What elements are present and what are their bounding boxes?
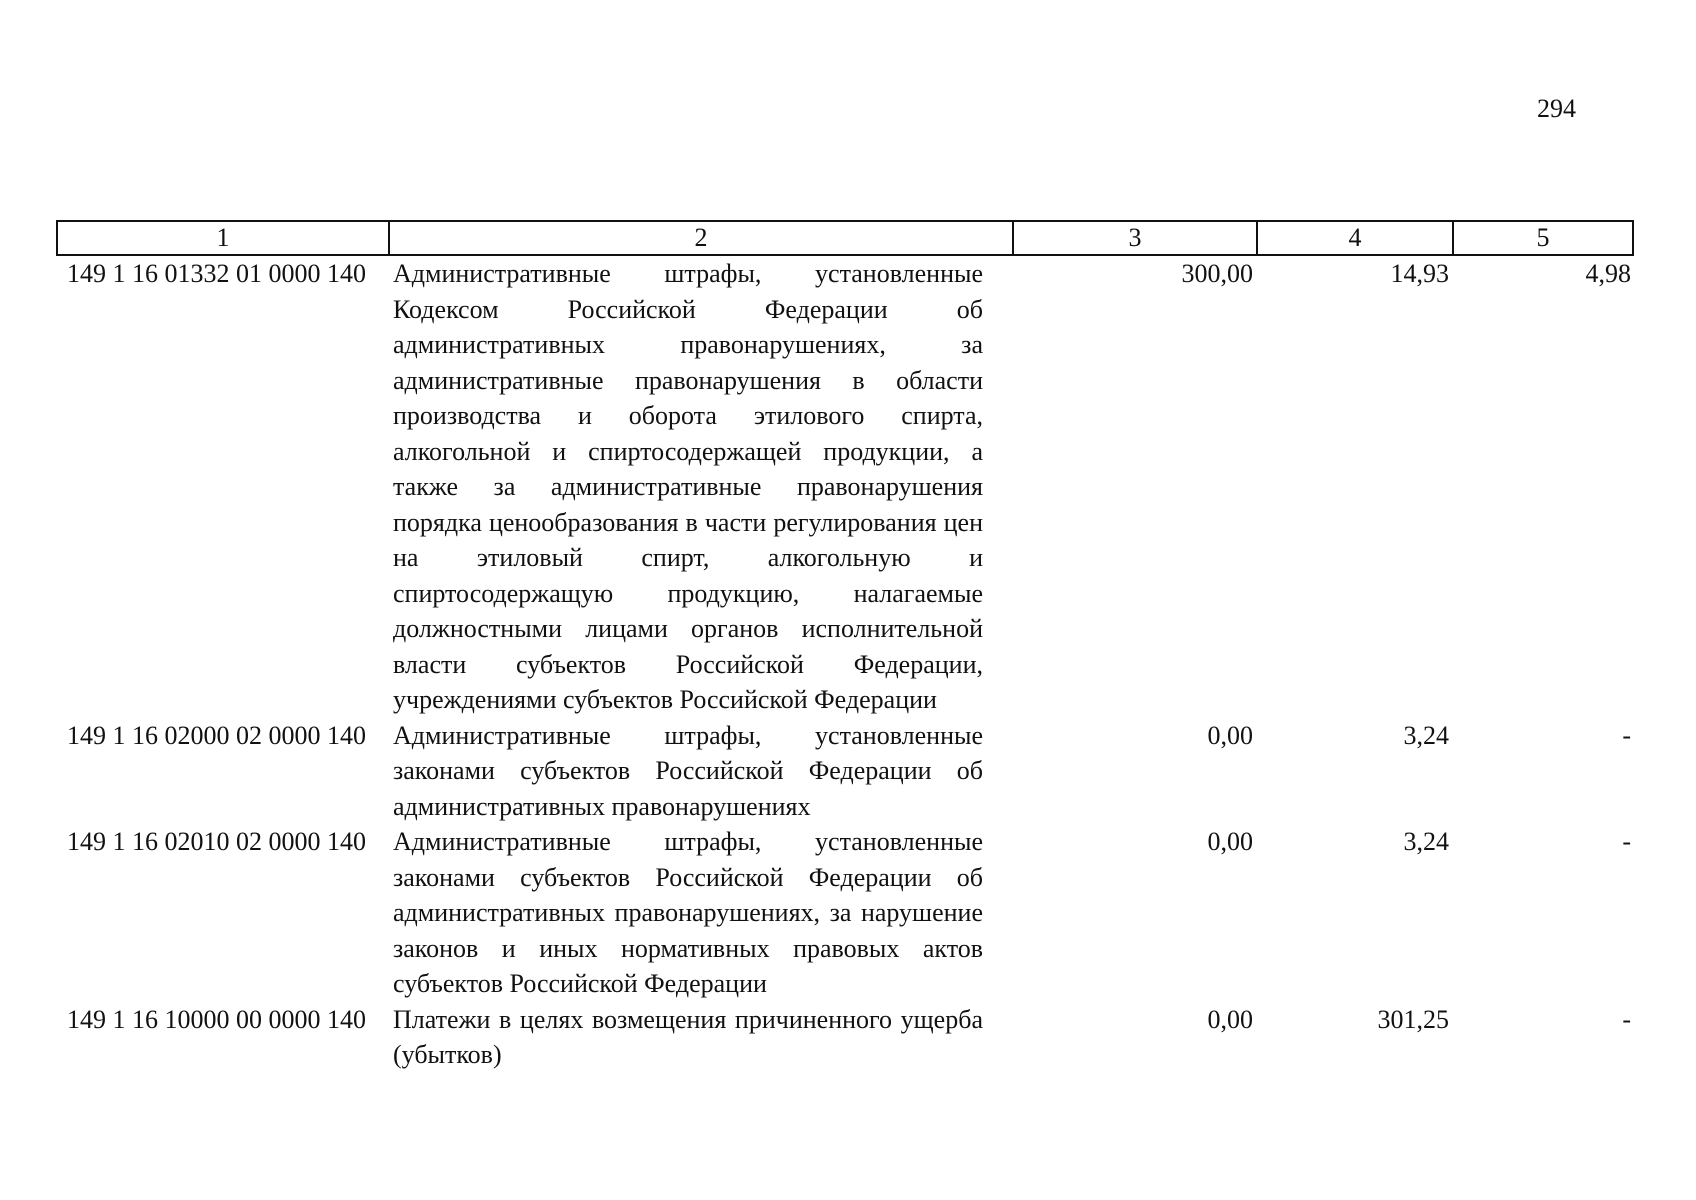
row-col4-value: 301,25 xyxy=(1377,1004,1449,1034)
row-col3-value: 0,00 xyxy=(1207,1004,1253,1034)
table-row xyxy=(57,824,1633,1002)
table-body xyxy=(57,255,1633,1073)
row-description: Административные штрафы, установленные Кодексом Российской Федерации об административных правонарушениях, за административные правонарушения в области производства и оборота этилового спирта, алкогольной и спиртосодержащей продукции, а также за административные правонарушения порядка ценообразования в части регулирования цен на этиловый спирт, алкогольную и спиртосодержащую продукцию, налагаемые должностными лицами органов исполнительной власти субъектов Российской Федерации, учреждениями субъектов Российской Федерации xyxy=(393,259,983,714)
table-row xyxy=(57,1002,1633,1073)
page-number: 294 xyxy=(1537,94,1576,123)
header-col-4: 4 xyxy=(1257,221,1453,255)
header-col-2: 2 xyxy=(389,221,1013,255)
row-col5-value: - xyxy=(1622,827,1631,856)
row-description: Административные штрафы, установленные законами субъектов Российской Федерации об административных правонарушениях xyxy=(393,720,983,821)
table-row xyxy=(57,255,1633,718)
header-col-5: 5 xyxy=(1453,221,1633,255)
row-col5-value: - xyxy=(1622,1004,1631,1034)
row-code: 149 1 16 02000 02 0000 140 xyxy=(67,720,366,750)
budget-table xyxy=(56,220,1634,1073)
row-col3-value: 0,00 xyxy=(1207,720,1253,750)
row-col4-value: 14,93 xyxy=(1390,259,1449,288)
row-code: 149 1 16 01332 01 0000 140 xyxy=(67,259,366,288)
header-row xyxy=(57,221,1633,255)
row-col3-value: 0,00 xyxy=(1207,827,1253,856)
row-col5-value: - xyxy=(1622,720,1631,750)
row-description: Платежи в целях возмещения причиненного ущерба (убытков) xyxy=(393,1004,983,1069)
row-code: 149 1 16 10000 00 0000 140 xyxy=(67,1004,366,1034)
table-row xyxy=(57,718,1633,825)
header-col-3: 3 xyxy=(1013,221,1257,255)
row-col3-value: 300,00 xyxy=(1181,259,1253,288)
budget-table-container xyxy=(56,220,1632,1073)
row-col4-value: 3,24 xyxy=(1403,827,1449,856)
table-header xyxy=(57,221,1633,255)
row-code: 149 1 16 02010 02 0000 140 xyxy=(67,827,366,856)
row-col4-value: 3,24 xyxy=(1403,720,1449,750)
row-description: Административные штрафы, установленные законами субъектов Российской Федерации об административных правонарушениях, за нарушение законов и иных нормативных правовых актов субъектов Российской Федерации xyxy=(393,827,983,998)
row-col5-value: 4,98 xyxy=(1585,259,1631,288)
header-col-1: 1 xyxy=(57,221,389,255)
